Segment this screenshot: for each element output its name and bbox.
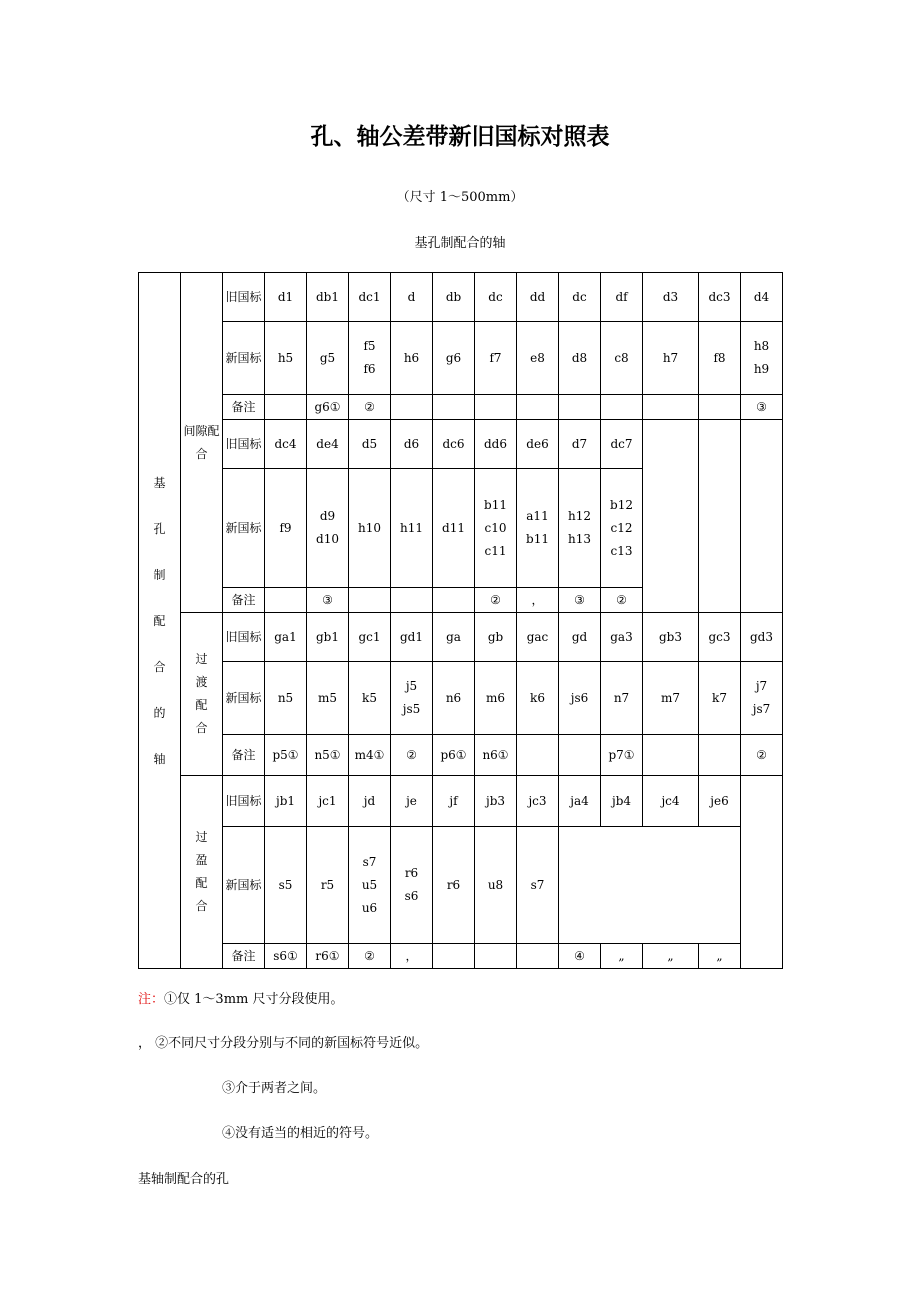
- old-code-cell: d: [391, 273, 433, 322]
- new-code-cell: a11 b11: [517, 469, 559, 588]
- old-code-cell: gd1: [391, 613, 433, 662]
- new-code-cell: m7: [643, 662, 699, 735]
- new-code-cell: h11: [391, 469, 433, 588]
- new-code-cell: s5: [265, 827, 307, 944]
- group-interference: 过 盈 配 合: [181, 776, 223, 969]
- new-code-cell: g6: [433, 322, 475, 395]
- old-code-cell: dc7: [601, 420, 643, 469]
- old-code-cell: d6: [391, 420, 433, 469]
- old-code-cell: ga3: [601, 613, 643, 662]
- old-code-cell: jb1: [265, 776, 307, 827]
- new-code-cell: h7: [643, 322, 699, 395]
- old-code-cell: jc3: [517, 776, 559, 827]
- new-code-cell: r6: [433, 827, 475, 944]
- new-code-cell: j5 js5: [391, 662, 433, 735]
- empty-cell: [559, 827, 741, 944]
- note-4: ④没有适当的相近的符号。: [222, 1126, 379, 1141]
- note-cell: [391, 395, 433, 420]
- note-cell: „: [643, 944, 699, 969]
- old-code-cell: ja4: [559, 776, 601, 827]
- new-code-cell: h12 h13: [559, 469, 601, 588]
- new-code-cell: h10: [349, 469, 391, 588]
- note-cell: n5①: [307, 735, 349, 776]
- old-code-cell: d1: [265, 273, 307, 322]
- new-code-cell: b11 c10 c11: [475, 469, 517, 588]
- note-cell: ③: [741, 395, 783, 420]
- note-cell: [433, 944, 475, 969]
- note-1: [138, 988, 343, 1007]
- note-cell: ②: [349, 395, 391, 420]
- old-code-cell: de6: [517, 420, 559, 469]
- row-label-new: 新国标: [223, 322, 265, 395]
- old-code-cell: ga: [433, 613, 475, 662]
- new-code-cell: f8: [699, 322, 741, 395]
- old-code-cell: de4: [307, 420, 349, 469]
- old-code-cell: dd: [517, 273, 559, 322]
- new-code-cell: b12 c12 c13: [601, 469, 643, 588]
- new-code-cell: js6: [559, 662, 601, 735]
- row-label-note: 备注: [223, 944, 265, 969]
- note-cell: [601, 395, 643, 420]
- empty-cell: [699, 420, 741, 613]
- note-cell: s6①: [265, 944, 307, 969]
- old-code-cell: db: [433, 273, 475, 322]
- old-code-cell: gd: [559, 613, 601, 662]
- new-code-cell: f9: [265, 469, 307, 588]
- new-code-cell: u8: [475, 827, 517, 944]
- row-label-new: 新国标: [223, 469, 265, 588]
- note-cell: [517, 944, 559, 969]
- old-code-cell: gc3: [699, 613, 741, 662]
- old-code-cell: jb4: [601, 776, 643, 827]
- old-code-cell: dc4: [265, 420, 307, 469]
- row-label-new: 新国标: [223, 827, 265, 944]
- new-code-cell: f5 f6: [349, 322, 391, 395]
- old-code-cell: jc1: [307, 776, 349, 827]
- old-code-cell: dc1: [349, 273, 391, 322]
- row-label-note: 备注: [223, 395, 265, 420]
- note-cell: ②: [475, 588, 517, 613]
- row-label-old: 旧国标: [223, 776, 265, 827]
- new-code-cell: m6: [475, 662, 517, 735]
- note-cell: [699, 395, 741, 420]
- old-code-cell: gb3: [643, 613, 699, 662]
- old-code-cell: d3: [643, 273, 699, 322]
- old-code-cell: dc6: [433, 420, 475, 469]
- next-section-heading: 基轴制配合的孔: [138, 1172, 230, 1187]
- tolerance-table: [138, 272, 783, 969]
- old-code-cell: gc1: [349, 613, 391, 662]
- old-code-cell: jc4: [643, 776, 699, 827]
- old-code-cell: ga1: [265, 613, 307, 662]
- new-code-cell: k6: [517, 662, 559, 735]
- old-code-cell: gb1: [307, 613, 349, 662]
- new-code-cell: j7 js7: [741, 662, 783, 735]
- old-code-cell: dc3: [699, 273, 741, 322]
- old-code-cell: jd: [349, 776, 391, 827]
- note-cell: „: [601, 944, 643, 969]
- new-code-cell: c8: [601, 322, 643, 395]
- note-cell: [559, 395, 601, 420]
- row-label-old: 旧国标: [223, 613, 265, 662]
- note-cell: r6①: [307, 944, 349, 969]
- new-code-cell: h6: [391, 322, 433, 395]
- note-cell: p7①: [601, 735, 643, 776]
- note-cell: [643, 395, 699, 420]
- row-label-old: 旧国标: [223, 273, 265, 322]
- old-code-cell: dc: [559, 273, 601, 322]
- note-cell: [517, 395, 559, 420]
- note-label: 注：: [138, 992, 165, 1007]
- new-code-cell: d9 d10: [307, 469, 349, 588]
- note-cell: p5①: [265, 735, 307, 776]
- note-cell: [699, 735, 741, 776]
- note-cell: [349, 588, 391, 613]
- old-code-cell: d5: [349, 420, 391, 469]
- note-cell: ，: [391, 944, 433, 969]
- note-cell: ②: [601, 588, 643, 613]
- note-cell: p6①: [433, 735, 475, 776]
- empty-cell: [643, 420, 699, 613]
- new-code-cell: m5: [307, 662, 349, 735]
- row-label-note: 备注: [223, 735, 265, 776]
- old-code-cell: je: [391, 776, 433, 827]
- new-code-cell: k5: [349, 662, 391, 735]
- note-cell: ，: [517, 588, 559, 613]
- old-code-cell: db1: [307, 273, 349, 322]
- new-code-cell: n7: [601, 662, 643, 735]
- note-cell: [265, 588, 307, 613]
- row-label-old: 旧国标: [223, 420, 265, 469]
- section-heading: 基孔制配合的轴: [414, 236, 506, 251]
- old-code-cell: d4: [741, 273, 783, 322]
- new-code-cell: d11: [433, 469, 475, 588]
- note-cell: [475, 395, 517, 420]
- note-cell: m4①: [349, 735, 391, 776]
- new-code-cell: h8 h9: [741, 322, 783, 395]
- new-code-cell: n6: [433, 662, 475, 735]
- note-cell: ②: [349, 944, 391, 969]
- new-code-cell: s7: [517, 827, 559, 944]
- note-cell: „: [699, 944, 741, 969]
- group-transition: 过 渡 配 合: [181, 613, 223, 776]
- note-1-text: ①仅 1～3mm 尺寸分段使用。: [164, 992, 344, 1007]
- new-code-cell: e8: [517, 322, 559, 395]
- new-code-cell: f7: [475, 322, 517, 395]
- old-code-cell: gac: [517, 613, 559, 662]
- row-label-note: 备注: [223, 588, 265, 613]
- page-subtitle: （尺寸 1～500mm）: [396, 190, 524, 205]
- note-cell: [433, 588, 475, 613]
- note-cell: ②: [741, 735, 783, 776]
- note-3: ③介于两者之间。: [222, 1081, 327, 1096]
- group-clearance: 间隙配合: [181, 273, 223, 613]
- note-cell: [559, 735, 601, 776]
- old-code-cell: jf: [433, 776, 475, 827]
- old-code-cell: gd3: [741, 613, 783, 662]
- old-code-cell: dd6: [475, 420, 517, 469]
- note-cell: [517, 735, 559, 776]
- new-code-cell: r6 s6: [391, 827, 433, 944]
- note-cell: [433, 395, 475, 420]
- new-code-cell: k7: [699, 662, 741, 735]
- note-cell: [475, 944, 517, 969]
- note-cell: n6①: [475, 735, 517, 776]
- note-cell: g6①: [307, 395, 349, 420]
- new-code-cell: n5: [265, 662, 307, 735]
- new-code-cell: r5: [307, 827, 349, 944]
- empty-cell: [741, 420, 783, 613]
- note-cell: [643, 735, 699, 776]
- note-cell: ④: [559, 944, 601, 969]
- old-code-cell: gb: [475, 613, 517, 662]
- note-cell: ③: [559, 588, 601, 613]
- new-code-cell: g5: [307, 322, 349, 395]
- empty-cell: [741, 776, 783, 969]
- old-code-cell: d7: [559, 420, 601, 469]
- note-2: ， ②不同尺寸分段分别与不同的新国标符号近似。: [138, 1036, 429, 1051]
- page-title: 孔、轴公差带新旧国标对照表: [310, 124, 610, 150]
- new-code-cell: h5: [265, 322, 307, 395]
- note-cell: ②: [391, 735, 433, 776]
- outer-label: 基 孔 制 配 合 的 轴: [139, 273, 181, 969]
- note-cell: [391, 588, 433, 613]
- note-cell: [265, 395, 307, 420]
- old-code-cell: dc: [475, 273, 517, 322]
- row-label-new: 新国标: [223, 662, 265, 735]
- old-code-cell: jb3: [475, 776, 517, 827]
- note-cell: ③: [307, 588, 349, 613]
- new-code-cell: d8: [559, 322, 601, 395]
- old-code-cell: je6: [699, 776, 741, 827]
- new-code-cell: s7 u5 u6: [349, 827, 391, 944]
- old-code-cell: df: [601, 273, 643, 322]
